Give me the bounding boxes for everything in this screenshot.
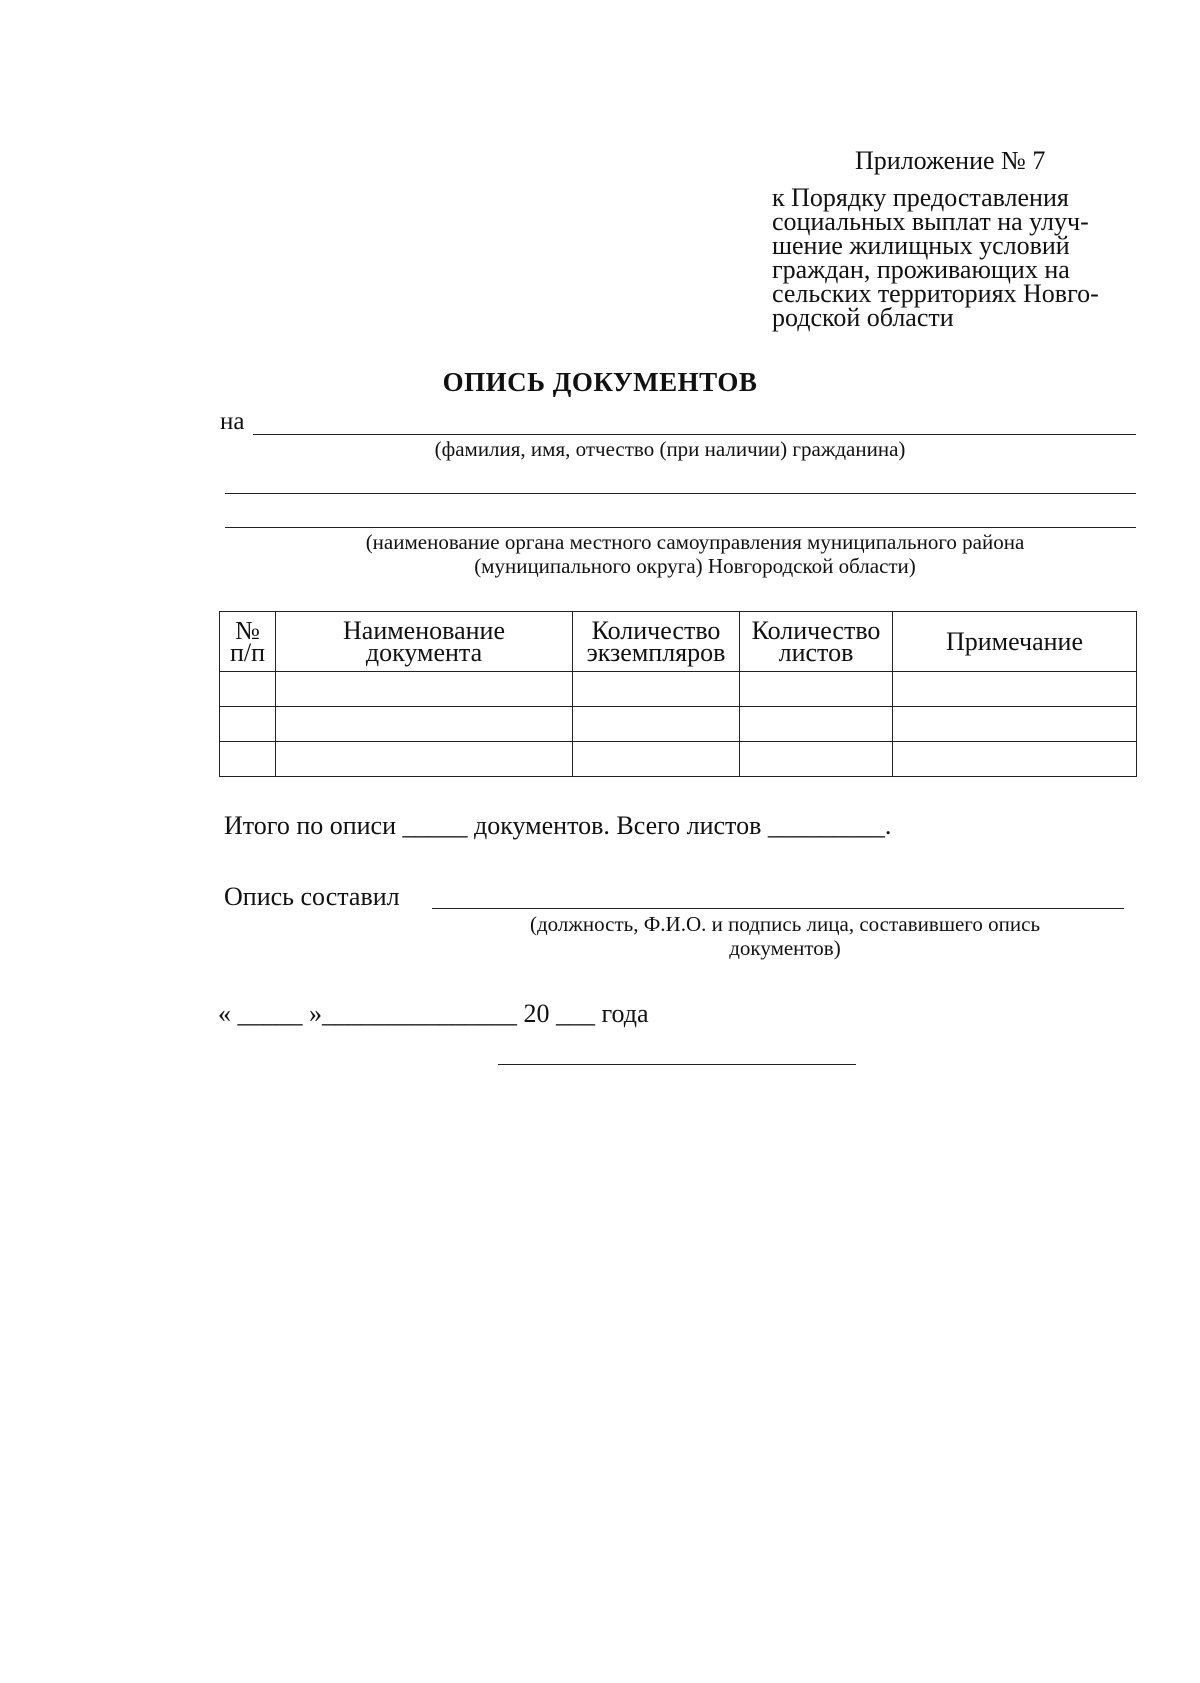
- table-cell[interactable]: [893, 742, 1137, 777]
- authority-name-field-1[interactable]: [225, 493, 1136, 494]
- authority-caption-line: (муниципального округа) Новгородской области): [474, 554, 916, 578]
- date-line: [218, 999, 649, 1029]
- table-cell[interactable]: [276, 742, 573, 777]
- date-close-quote: »: [309, 999, 322, 1028]
- appendix-reference: [772, 183, 1132, 332]
- documents-count-field[interactable]: _____: [402, 811, 468, 840]
- compiler-caption-line: документов): [729, 936, 841, 960]
- table-row: [220, 742, 1137, 777]
- appendix-line: шение жилищных условий: [772, 231, 1070, 260]
- date-open-quote: «: [218, 999, 231, 1028]
- citizen-name-field[interactable]: [253, 434, 1136, 435]
- date-suffix: года: [601, 999, 649, 1028]
- na-prefix: на: [220, 408, 245, 435]
- appendix-line: граждан, проживающих на: [772, 255, 1070, 284]
- table-cell[interactable]: [893, 672, 1137, 707]
- table-cell[interactable]: [573, 742, 740, 777]
- table-cell[interactable]: [740, 707, 893, 742]
- closing-line: [498, 1064, 856, 1065]
- inventory-table: [219, 611, 1137, 777]
- header-document-name: Наименование документа: [276, 612, 573, 672]
- date-year-field[interactable]: ___: [556, 999, 595, 1028]
- appendix-line: родской области: [772, 303, 954, 332]
- compiler-caption-line: (должность, Ф.И.О. и подпись лица, составившего опись: [529, 912, 1041, 936]
- compiler-signature-field[interactable]: [432, 908, 1124, 909]
- table-cell[interactable]: [276, 707, 573, 742]
- appendix-line: социальных выплат на улуч-: [772, 207, 1089, 236]
- summary-label: документов. Всего листов: [474, 811, 762, 840]
- summary-label: Итого по описи: [224, 811, 397, 840]
- table-cell[interactable]: [893, 707, 1137, 742]
- authority-caption: [250, 530, 1140, 578]
- table-cell[interactable]: [220, 672, 276, 707]
- compiler-caption: [470, 912, 1100, 960]
- citizen-caption: (фамилия, имя, отчество (при наличии) гражданина): [434, 437, 906, 461]
- table-cell[interactable]: [573, 672, 740, 707]
- table-row: [220, 672, 1137, 707]
- table-cell[interactable]: [276, 672, 573, 707]
- summary-line: [224, 811, 891, 841]
- header-note: Примечание: [893, 612, 1137, 672]
- summary-end: .: [884, 811, 892, 840]
- table-cell[interactable]: [573, 707, 740, 742]
- date-day-field[interactable]: _____: [237, 999, 303, 1028]
- document-title: ОПИСЬ ДОКУМЕНТОВ: [442, 367, 758, 397]
- table-header-row: [220, 612, 1137, 672]
- compiler-label: Опись составил: [224, 882, 400, 911]
- header-number: № п/п: [220, 612, 276, 672]
- appendix-title: Приложение № 7: [855, 146, 1046, 175]
- authority-name-field-2[interactable]: [225, 527, 1136, 528]
- table-cell[interactable]: [220, 707, 276, 742]
- sheets-count-field[interactable]: _________: [767, 811, 885, 840]
- appendix-line: к Порядку предоставления: [772, 183, 1069, 212]
- appendix-line: сельских территориях Новго-: [772, 279, 1099, 308]
- header-copies-count: Количество экземпляров: [573, 612, 740, 672]
- date-month-field[interactable]: _______________: [322, 999, 517, 1028]
- authority-caption-line: (наименование органа местного самоуправления муниципального района: [365, 530, 1025, 554]
- date-year-prefix: 20: [523, 999, 550, 1028]
- table-cell[interactable]: [220, 742, 276, 777]
- table-cell[interactable]: [740, 742, 893, 777]
- table-cell[interactable]: [740, 672, 893, 707]
- header-sheets-count: Количество листов: [740, 612, 893, 672]
- table-row: [220, 707, 1137, 742]
